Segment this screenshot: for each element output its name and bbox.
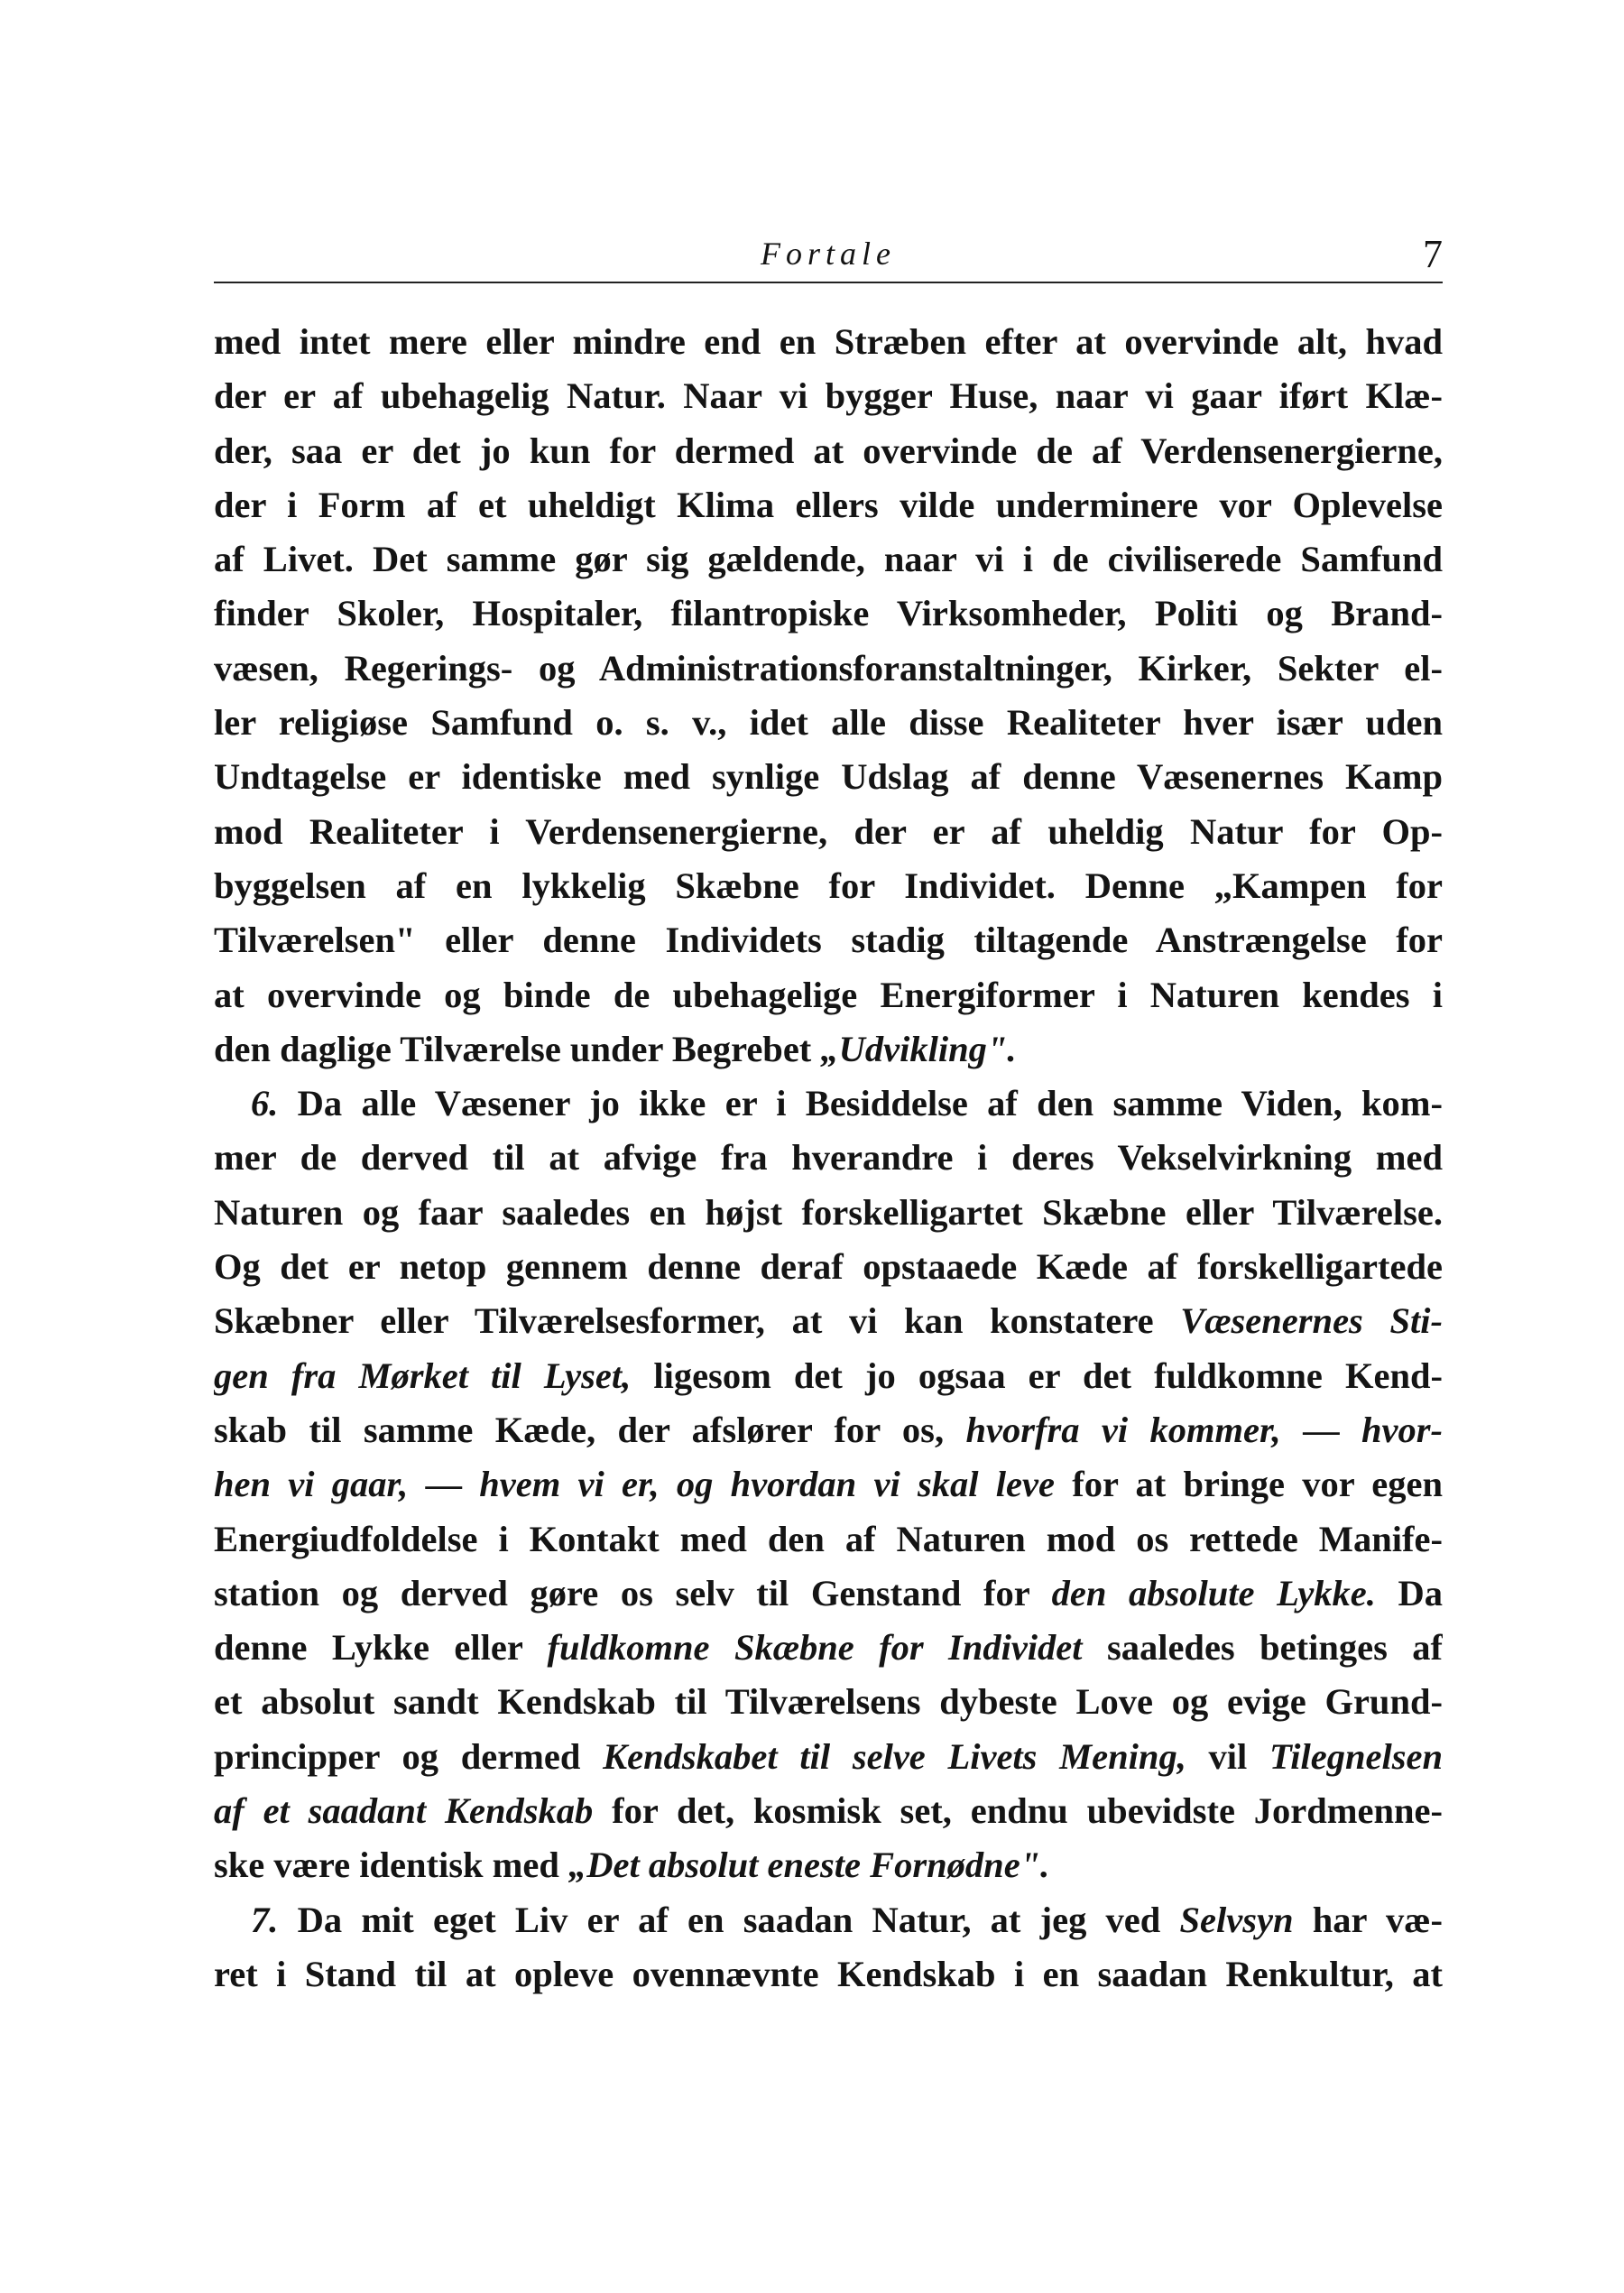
italic-text: 7. [251, 1899, 279, 1940]
text-line [214, 369, 1443, 423]
text-run: principper og dermed [214, 1735, 604, 1777]
text-run: Da alle Væsener jo ikke er i Besiddelse af den samme Viden, kom- [278, 1083, 1443, 1124]
text-line [214, 424, 1443, 478]
text-run: vil [1186, 1735, 1270, 1777]
italic-text: Selvsyn [1179, 1899, 1294, 1940]
text-line [214, 1294, 1443, 1348]
text-line [214, 1131, 1443, 1185]
italic-text: 6. [251, 1083, 279, 1124]
text-line [214, 696, 1443, 750]
text-run: der er af ubehagelig Natur. Naar vi bygger Huse, naar vi gaar iført Klæ- [214, 375, 1443, 417]
text-run: Skæbner eller Tilværelsesformer, at vi kan konstatere [214, 1300, 1181, 1342]
text-run: der, saa er det jo kun for dermed at overvinde de af Verdensenergierne, [214, 430, 1443, 471]
text-run: mer de derved til at afvige fra hverandre i deres Vekselvirkning med [214, 1137, 1443, 1179]
text-run: med intet mere eller mindre end en Stræben efter at overvinde alt, hvad [214, 321, 1443, 362]
body-text [214, 315, 1443, 2002]
italic-text: hen vi gaar, [214, 1464, 409, 1505]
text-run: af Livet. Det samme gør sig gældende, naar vi i de civiliserede Samfund [214, 539, 1443, 580]
text-run: et absolut sandt Kendskab til Tilværelsens dybeste Love og evige Grund- [214, 1681, 1443, 1723]
text-line [214, 859, 1443, 913]
text-run: Da [1375, 1572, 1443, 1613]
text-line [214, 478, 1443, 532]
text-run: at overvinde og binde de ubehagelige Energiformer i Naturen kendes i [214, 974, 1443, 1015]
running-title: Fortale [761, 236, 896, 272]
text-run: ler religiøse Samfund o. s. v., idet alle disse Realiteter hver især uden [214, 702, 1443, 744]
text-run: — [1280, 1409, 1361, 1450]
text-run: mod Realiteter i Verdensenergierne, der er af uheldig Natur for Op- [214, 810, 1443, 852]
text-line [214, 1512, 1443, 1567]
text-run: for at bringe vor egen [1054, 1464, 1443, 1505]
text-run: Og det er netop gennem denne deraf opstaaede Kæde af forskelligartede [214, 1246, 1443, 1288]
text-run: der i Form af et uheldigt Klima ellers vilde underminere vor Oplevelse [214, 484, 1443, 525]
text-run: Da mit eget Liv er af en saadan Natur, at jeg ved [278, 1899, 1180, 1940]
text-run: — [408, 1464, 480, 1505]
text-run: væsen, Regerings- og Administrationsforanstaltninger, Kirker, Sekter el- [214, 647, 1443, 689]
text-line [214, 1730, 1443, 1784]
italic-text: hvorfra vi kommer, [965, 1409, 1281, 1450]
text-line [214, 1675, 1443, 1729]
text-run: ske være identisk med [214, 1845, 569, 1886]
italic-text: „Udvikling". [820, 1028, 1017, 1069]
text-line [214, 1947, 1443, 2002]
italic-text: den absolute Lykke. [1051, 1572, 1376, 1613]
text-run: ligesom det jo ogsaa er det fuldkomne Kend- [631, 1355, 1443, 1396]
text-run: byggelsen af en lykkelig Skæbne for Individet. Denne „Kampen for [214, 864, 1443, 906]
text-line [214, 1186, 1443, 1240]
text-run: Tilværelsen" eller denne Individets stadig tiltagende Anstrængelse for [214, 920, 1443, 961]
text-run: Energiudfoldelse i Kontakt med den af Naturen mod os rettede Manife- [214, 1518, 1443, 1559]
text-line [214, 587, 1443, 641]
text-line [214, 642, 1443, 696]
italic-text: hvem vi er, og hvordan vi skal leve [479, 1464, 1055, 1505]
text-line [214, 750, 1443, 804]
text-line [214, 968, 1443, 1022]
running-head [214, 231, 1443, 283]
italic-text: fuldkomne Skæbne for Individet [547, 1627, 1083, 1669]
text-run: denne Lykke eller [214, 1627, 548, 1669]
text-line [214, 315, 1443, 369]
italic-text: gen fra Mørket til Lyset, [214, 1355, 632, 1396]
text-run: saaledes betinges af [1082, 1627, 1443, 1669]
text-run: station og derved gøre os selv til Genstand for [214, 1572, 1052, 1613]
italic-text: „Det absolut eneste Fornødne". [568, 1845, 1050, 1886]
text-run: Undtagelse er identiske med synlige Udslag af denne Væsenernes Kamp [214, 756, 1443, 798]
text-line [214, 805, 1443, 859]
italic-text: Tilegnelsen [1269, 1735, 1443, 1777]
text-run: finder Skoler, Hospitaler, filantropiske Virksomheder, Politi og Brand- [214, 593, 1443, 634]
text-line [214, 1893, 1443, 1947]
text-run: for det, kosmisk set, endnu ubevidste Jordmenne- [593, 1790, 1443, 1832]
text-line [214, 1838, 1443, 1892]
italic-text: af et saadant Kendskab [214, 1790, 594, 1832]
text-line [214, 1077, 1443, 1131]
text-run: skab til samme Kæde, der afslører for os, [214, 1409, 966, 1450]
text-line [214, 532, 1443, 587]
text-line [214, 1621, 1443, 1675]
text-line [214, 1403, 1443, 1457]
italic-text: Kendskabet til selve Livets Mening, [603, 1735, 1186, 1777]
page-number: 7 [1423, 232, 1443, 276]
text-run: har væ- [1293, 1899, 1443, 1940]
text-run: ret i Stand til at opleve ovennævnte Kendskab i en saadan Renkultur, at [214, 1953, 1443, 1994]
italic-text: Væsenernes Sti- [1180, 1300, 1443, 1342]
text-line [214, 1457, 1443, 1512]
text-line [214, 1567, 1443, 1621]
text-run: Naturen og faar saaledes en højst forskelligartet Skæbne eller Tilværelse. [214, 1191, 1443, 1233]
text-line [214, 1784, 1443, 1838]
text-line [214, 1240, 1443, 1294]
text-line [214, 1022, 1443, 1077]
text-run: den daglige Tilværelse under Begrebet [214, 1028, 821, 1069]
italic-text: hvor- [1361, 1409, 1443, 1450]
text-line [214, 1349, 1443, 1403]
text-line [214, 913, 1443, 967]
